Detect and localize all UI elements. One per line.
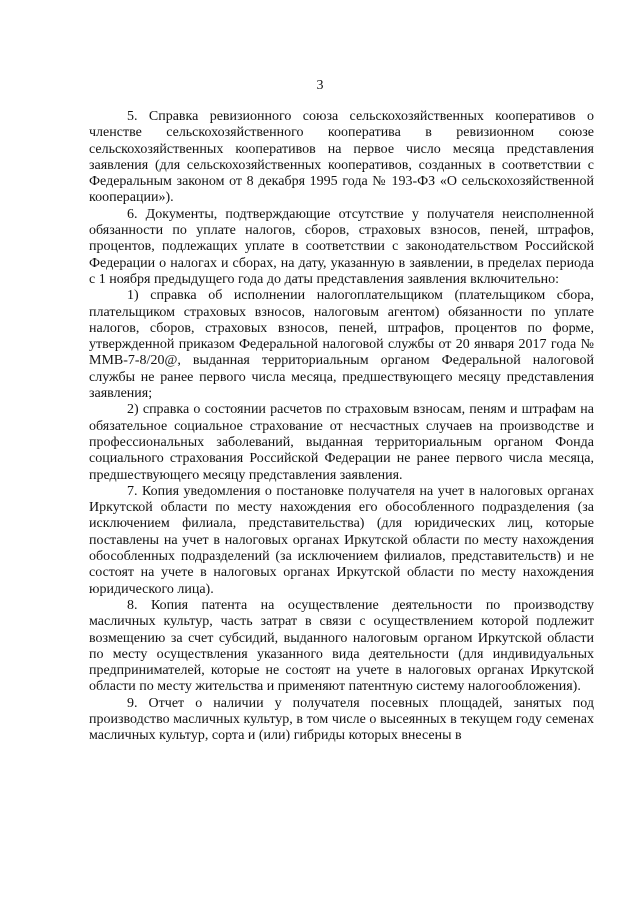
paragraph-6-1-tax-certificate: 1) справка об исполнении налогоплательщиком (плательщиком сбора, плательщиком страховых взносов, налоговым агентом) обязанности по уплате налогов, сборов, страховых взносов, пеней, штрафов, процентов по форме, утвержденной приказом Федеральной налоговой службы от 20 января 2017 года № ММВ-7-8/20@, выданная территориальным органом Федеральной налоговой службы не ранее первого числа месяца, предшествующего месяцу представления заявления; (89, 288, 594, 402)
paragraph-8-patent-copy: 8. Копия патента на осуществление деятельности по производству масличных культур, часть затрат в связи с осуществлением которой подлежит возмещению за счет субсидий, выданного налоговым органом Иркутской области по месту осуществления указанного вида деятельности (для индивидуальных предпринимателей, которые не состоят на учете в налоговых органах Иркутской области по месту жительства и применяют патентную систему налогообложения). (89, 597, 594, 695)
page-number: 3 (316, 78, 324, 93)
paragraph-5-revision-union-certificate: 5. Справка ревизионного союза сельскохозяйственных кооперативов о членстве сельскохозяйственного кооператива в ревизионном союзе сельскохозяйственных кооперативов на первое число месяца представления заявления (для сельскохозяйственных кооперативов, созданных в соответствии с Федеральным законом от 8 декабря 1995 года № 193-ФЗ «О сельскохозяйственной кооперации»). (89, 109, 594, 206)
paragraph-6-tax-documents: 6. Документы, подтверждающие отсутствие у получателя неисполненной обязанности по уплате налогов, сборов, страховых взносов, пеней, штрафов, процентов, подлежащих уплате в соответствии с законодательством Российской Федерации о налогах и сборах, на дату, указанную в заявлении, в пределах периода с 1 ноября предыдущего года до даты представления заявления включительно: (89, 206, 594, 287)
document-body (89, 109, 594, 745)
paragraph-7-registration-notice: 7. Копия уведомления о постановке получателя на учет в налоговых органах Иркутской области по месту нахождения его обособленного подразделения (за исключением филиала, представительства) (для юридических лиц, которые поставлены на учет в налоговых органах Иркутской области по месту нахождения обособленных подразделений (за исключением филиалов, представительств) и не состоят на учете в налоговых органах Иркутской области по месту нахождения юридического лица). (89, 483, 594, 597)
paragraph-9-sown-area-report: 9. Отчет о наличии у получателя посевных площадей, занятых под производство масличных культур, в том числе о высеянных в текущем году семенах масличных культур, сорта и (или) гибриды которых внесены в (89, 695, 594, 744)
paragraph-6-2-insurance-certificate: 2) справка о состоянии расчетов по страховым взносам, пеням и штрафам на обязательное социальное страхование от несчастных случаев на производстве и профессиональных заболеваний, выданная территориальным органом Фонда социального страхования Российской Федерации не ранее первого числа месяца, предшествующего месяцу представления заявления. (89, 402, 594, 483)
